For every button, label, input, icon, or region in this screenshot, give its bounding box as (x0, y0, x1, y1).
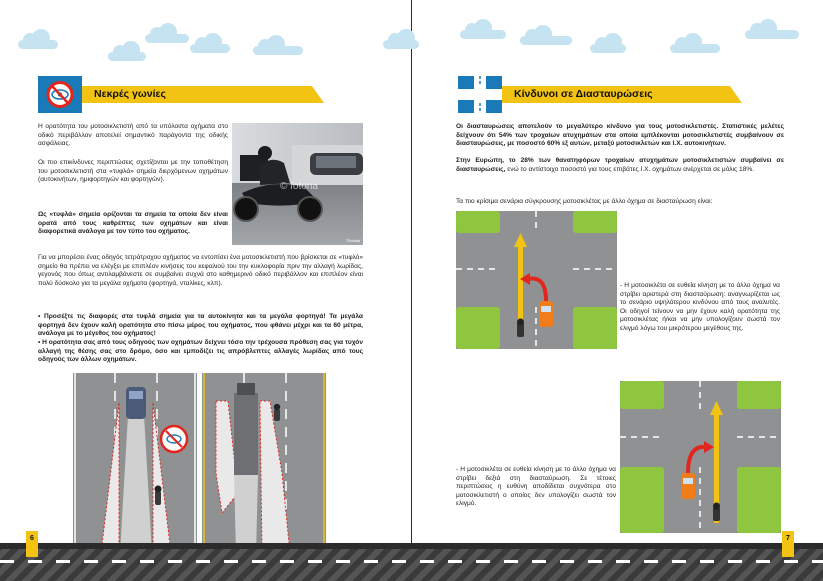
left-page-number: 6 (26, 531, 38, 557)
car-blind-spot-diagram (73, 373, 197, 553)
cloud-decoration (253, 46, 303, 55)
left-para-4: Για να μπορέσει ένας οδηγός τετράτροχου οχήματος να εντοπίσει ένα μοτοσικλετιστή που βρίσκεται σε «τυφλό» σημείο θα πρέπει να ελέγξει με επιπλέον κινήσεις του κεφαλιού του την κυκλοφορία πριν την αλλαγή λωρίδας, γεγονός που όπως αντιλαμβάνεστε σε συμβαίνει συχνά στο καθημερινό οδικό περιβάλλον και επιπλέον είναι πολύ δύσκολο για τα μεγάλα οχήματα (φορτηγά, νταλίκες, κλπ). (38, 254, 363, 287)
cloud-decoration (745, 30, 799, 39)
left-bullet-1: • Προσέξτε τις διαφορές στα τυφλά σημεία για τα αυτοκίνητα και τα μεγάλα φορτηγά! Τα μεγάλα φορτηγά δεν έχουν καλή ορατότητα στο πίσω μέρος του οχήματος, που φθάνει μέχρι και τα 60 μέτρα, ανάλογα με το μέγεθος του οχήματος! (38, 313, 363, 338)
cloud-decoration (18, 40, 58, 49)
right-page-title: Κίνδυνοι σε Διασταυρώσεις (514, 88, 653, 100)
intersection-icon (458, 76, 502, 113)
cloud-decoration (145, 34, 189, 43)
right-page-number: 7 (782, 531, 794, 557)
cloud-decoration (383, 40, 419, 49)
left-para-2: Οι πιο επικίνδυνες περιπτώσεις σχετίζονται με την τοποθέτηση του μοτοσικλετιστή στα «τυφλά» σημεία διερχόμενων οχημάτων (αυτοκινήτων, ημιφορτηγών και φορτηγών). (38, 159, 228, 184)
right-intro-mixed (456, 157, 784, 174)
no-eye-icon (38, 76, 82, 113)
left-intro: Η ορατότητα του μοτοσικλετιστή από τα υπόλοιπα οχήματα στο οδικό περιβάλλον αποτελεί σημαντικό παράγοντα της οδικής ασφάλειας. (38, 123, 228, 148)
cloud-decoration (108, 52, 146, 61)
right-intro-bold: Οι διασταυρώσεις αποτελούν το μεγαλύτερο κίνδυνο για τους μοτοσικλετιστές. Στατιστικές μελέτες δείχνουν ότι 54% των τροχαίων ατυχημάτων στα οποία εμπλέκονται μοτοσικλετιστές συμβαίνουν σε διασταυρώσεις, με ποσοστό 60% εξ αυτών, μεταξύ μοτοσικλετών και Ι.Χ. αυτοκινήτων. (456, 123, 784, 148)
cloud-decoration (590, 44, 626, 53)
cloud-decoration (460, 30, 506, 39)
right-intro-mixed-rest: ενώ το αντίστοιχο ποσοστό για τους επιβάτες Ι.Χ. οχημάτων ανέρχεται σε μόλις 18%. (505, 165, 755, 173)
page-gutter (411, 0, 412, 581)
cloud-decoration (190, 44, 230, 53)
scenario-2: - Η μοτοσικλέτα σε ευθεία κίνηση με το άλλο όχημα να στρίβει δεξιά στη διασταύρωση. Σε τέτοιες περιπτώσεις η ευθύνη αποδίδεται συχνότερα στο μοτοσικλετιστή ο οποίος δεν υπολογίζει σωστά τον ελιγμό. (456, 466, 616, 508)
photo-watermark: © fotona (280, 181, 318, 192)
left-turn-intersection-diagram (456, 211, 617, 349)
cloud-decoration (670, 44, 720, 53)
road-edge (0, 543, 823, 549)
right-intro-mixed-bold: Στην Ευρώπη, το 28% των θανατηφόρων τροχαίων ατυχημάτων μοτοσικλετιστών συμβαίνει σε διασταυρώσεις, (456, 157, 784, 173)
cloud-decoration (520, 36, 572, 45)
scenario-lead: Τα πιο κρίσιμα σενάρια σύγκρουσης μοτοσικλέτας με άλλο όχημα σε διασταύρωση είναι: (456, 198, 713, 205)
left-para-3: Ως «τυφλά» σημεία ορίζονται τα σημεία τα οποία δεν είναι ορατά από τους καθρέπτες των οχημάτων και είναι διαφορετικά ανάλογα με τον τύπο του οχήματος. (38, 211, 228, 236)
scenario-1: - Η μοτοσικλέτα σε ευθεία κίνηση με το άλλο όχημα να στρίβει αριστερά στη διασταύρωση: αναγνωρίζεται ως το σενάριο υψηλότερου κινδύνου από τους αναλυτές. Οι οδηγοί τείνουν να μην έχουν καλή ορατότητα της μοτοσικλέτας ή/και να μην υπολογίζουν σωστά τον ελιγμό λόγω του μικρότερου μεγέθους της. (620, 282, 780, 332)
photo-credit: ©fotolia (346, 238, 360, 243)
motorcyclist-photo (232, 123, 363, 245)
road-lane-markings (0, 560, 823, 563)
left-bullet-2: • Η ορατότητα σας από τους οδηγούς των οχημάτων δείχνει τόσο την τρέχουσα πρόθεση σας για τυχόν αλλαγή της θέσης σας στο δρόμο, όσο και εμποδίζει τις απρόβλεπτες αλλαγές λωρίδας από τους οδηγούς των άλλων οχημάτων. (38, 339, 363, 364)
left-page-title: Νεκρές γωνίες (94, 88, 166, 100)
truck-blind-spot-diagram (202, 373, 326, 553)
right-turn-intersection-diagram (620, 381, 781, 533)
